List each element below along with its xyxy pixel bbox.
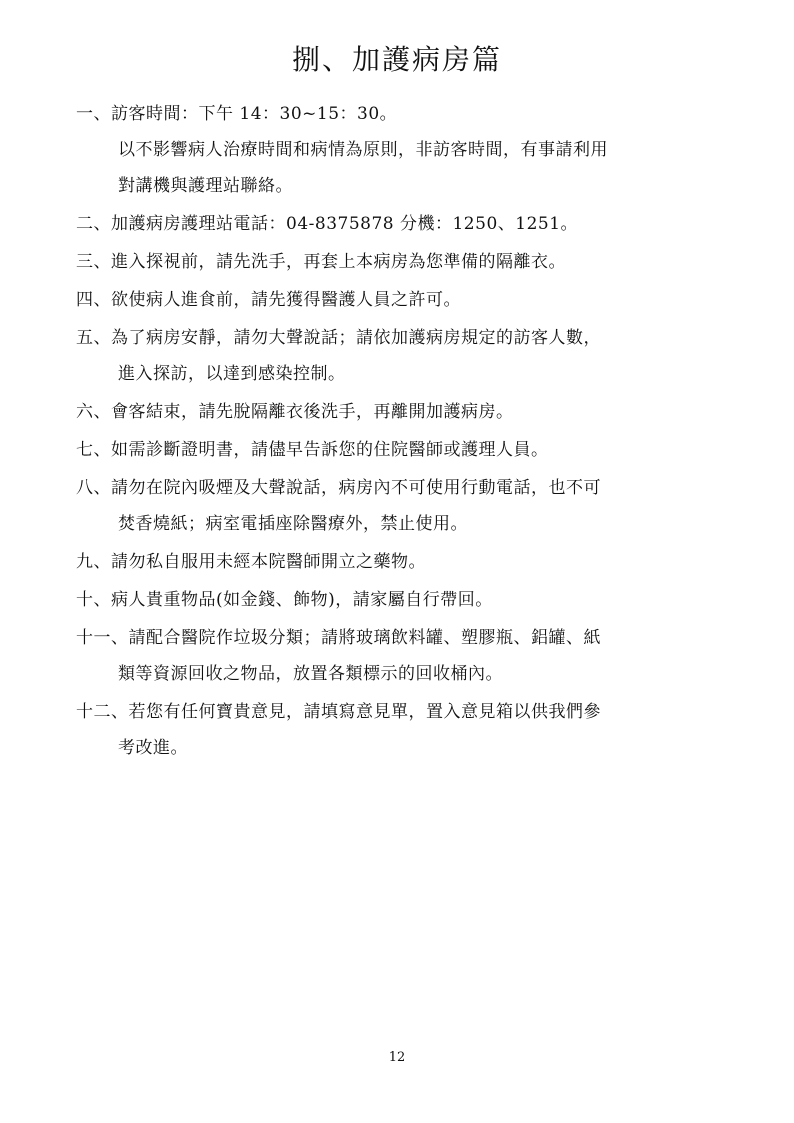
rule-line: 二、加護病房護理站電話：04-8375878 分機：1250、1251。 (76, 214, 579, 234)
page-number: 12 (388, 1050, 406, 1065)
rule-line: 三、進入探視前，請先洗手，再套上本病房為您準備的隔離衣。 (76, 252, 566, 272)
rule-item-2 (76, 206, 726, 242)
rule-item-10 (76, 582, 726, 618)
rule-item-9 (76, 544, 726, 580)
rule-line: 七、如需診斷證明書，請儘早告訴您的住院醫師或護理人員。 (76, 440, 549, 460)
rule-item-6 (76, 394, 726, 430)
rule-line: 一、訪客時間：下午 14：30~15：30。 (76, 104, 398, 124)
rule-line: 五、為了病房安靜，請勿大聲說話；請依加護病房規定的訪客人數， (76, 328, 601, 348)
rule-line: 四、欲使病人進食前，請先獲得醫護人員之許可。 (76, 290, 461, 310)
rule-item-3 (76, 244, 726, 280)
rule-item-5 (76, 320, 726, 392)
rule-line: 進入探訪，以達到感染控制。 (118, 364, 346, 384)
rule-item-11 (76, 620, 726, 692)
rule-line: 以不影響病人治療時間和病情為原則，非訪客時間，有事請利用 (118, 140, 608, 160)
rule-line: 對講機與護理站聯絡。 (118, 176, 293, 196)
rule-item-1 (76, 96, 726, 204)
rule-line: 六、會客結束，請先脫隔離衣後洗手，再離開加護病房。 (76, 402, 514, 422)
rule-line: 九、請勿私自服用未經本院醫師開立之藥物。 (76, 552, 426, 572)
rule-line: 十、病人貴重物品(如金錢、飾物)，請家屬自行帶回。 (76, 590, 493, 610)
visitor-rules-list (76, 96, 726, 768)
rule-line: 十二、若您有任何寶貴意見，請填寫意見單，置入意見箱以供我們參 (76, 702, 601, 722)
rule-line: 十一、請配合醫院作垃圾分類；請將玻璃飲料罐、塑膠瓶、鋁罐、紙 (76, 628, 601, 648)
rule-item-8 (76, 470, 726, 542)
rule-item-7 (76, 432, 726, 468)
rule-line: 焚香燒紙；病室電插座除醫療外，禁止使用。 (118, 514, 468, 534)
page-title: 捌、加護病房篇 (291, 43, 502, 76)
rule-line: 類等資源回收之物品，放置各類標示的回收桶內。 (118, 664, 503, 684)
rule-line: 考改進。 (118, 738, 188, 758)
rule-line: 八、請勿在院內吸煙及大聲說話，病房內不可使用行動電話，也不可 (76, 478, 601, 498)
rule-item-12 (76, 694, 726, 766)
rule-item-4 (76, 282, 726, 318)
